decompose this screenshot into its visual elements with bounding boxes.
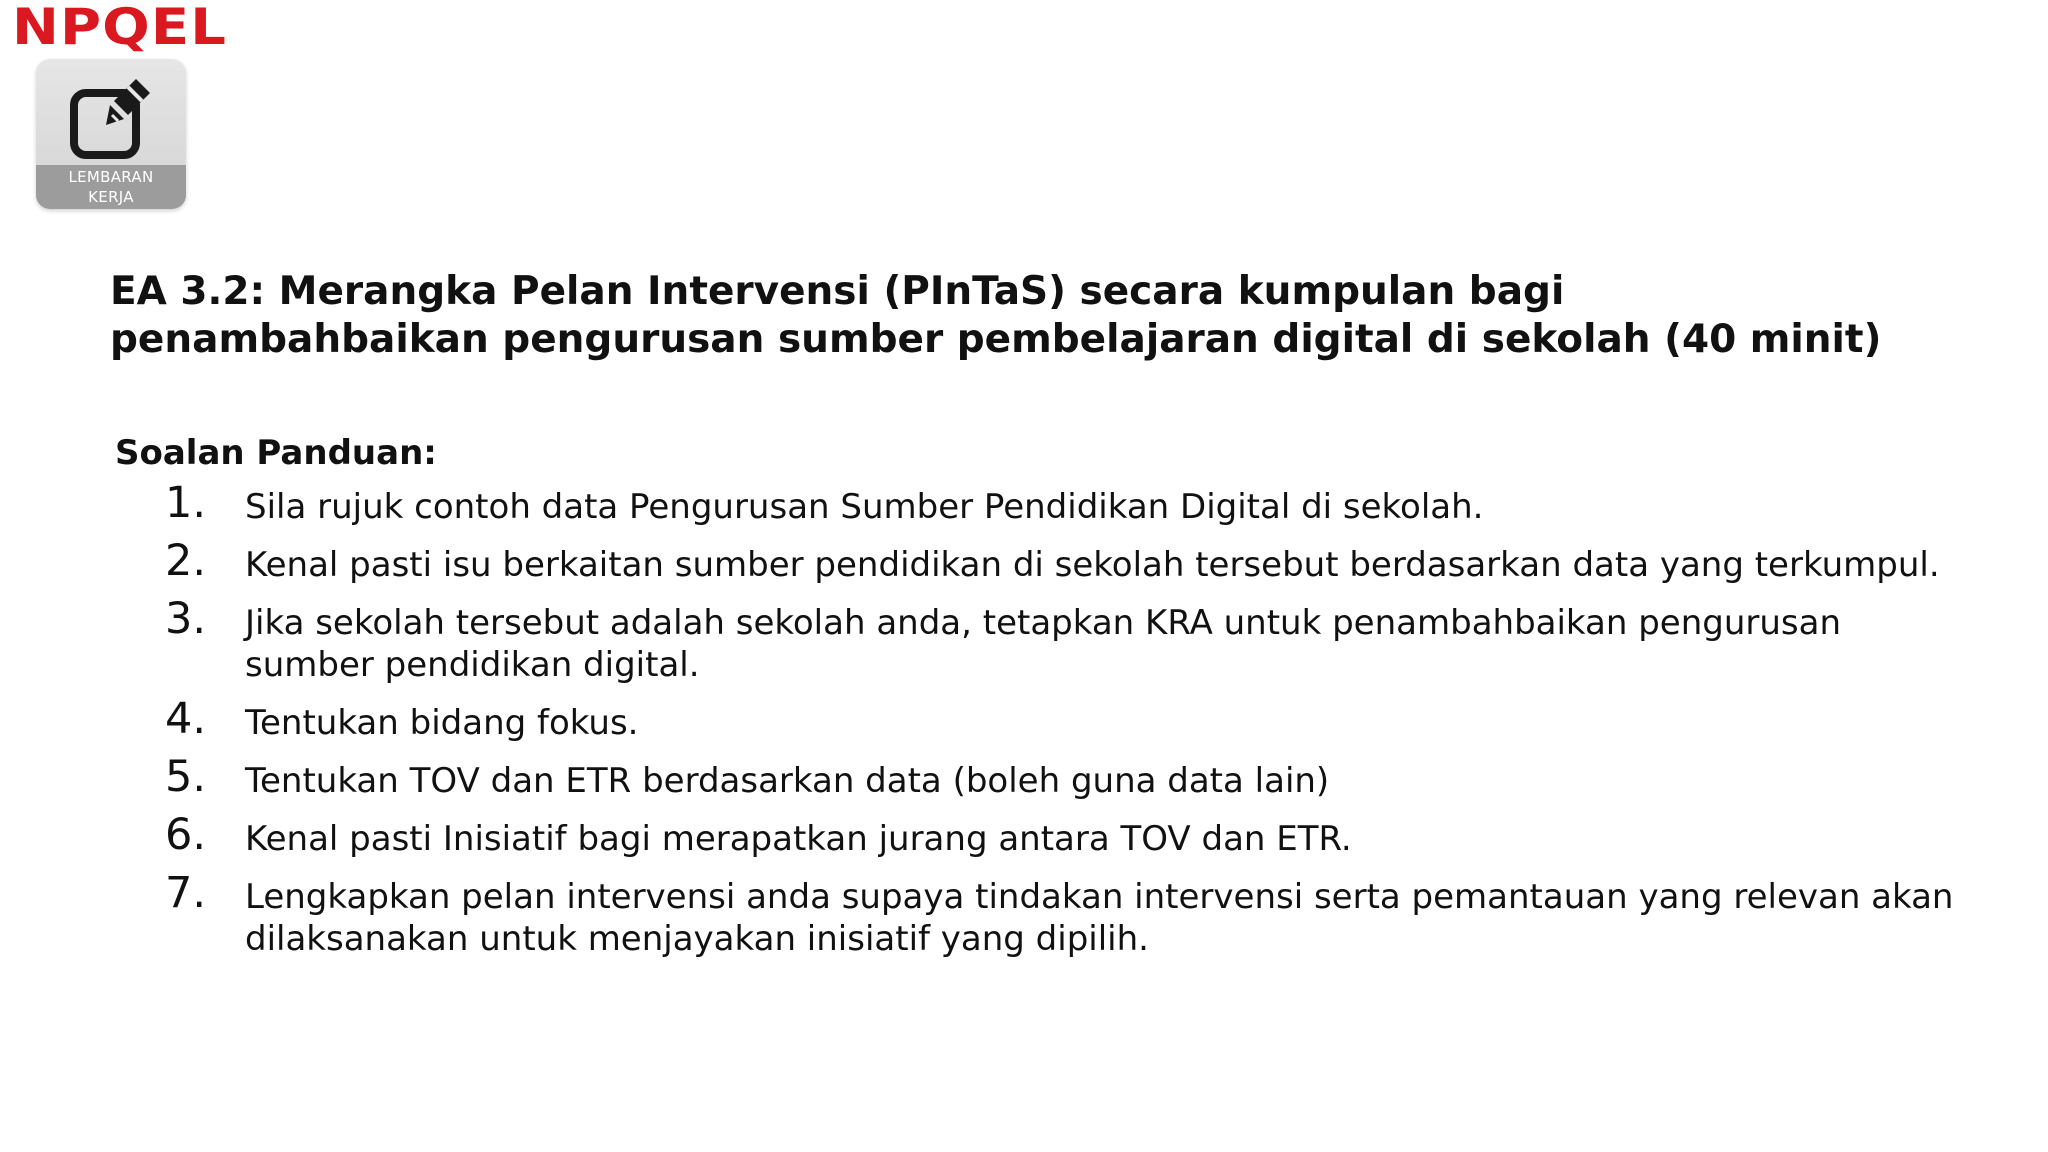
guide-question-item [165,536,1965,586]
guide-question-item [165,868,1965,960]
question-text: Jika sekolah tersebut adalah sekolah anda, tetapkan KRA untuk penambahbaikan pengurusan sumber pendidikan digital. [245,603,1842,685]
question-text: Kenal pasti isu berkaitan sumber pendidikan di sekolah tersebut berdasarkan data yang terkumpul. [245,545,1940,585]
question-text: Kenal pasti Inisiatif bagi merapatkan jurang antara TOV dan ETR. [245,819,1352,859]
question-text: Tentukan bidang fokus. [245,703,639,743]
badge-label-line1: LEMBARAN [68,168,154,186]
question-text: Sila rujuk contoh data Pengurusan Sumber Pendidikan Digital di sekolah. [245,487,1484,527]
question-number: 4. [165,694,207,744]
question-number: 7. [165,868,207,918]
guide-question-item [165,810,1965,860]
badge-label-line2: KERJA [88,188,134,206]
question-number: 6. [165,810,207,860]
question-text: Lengkapkan pelan intervensi anda supaya tindakan intervensi serta pemantauan yang relevan akan dilaksanakan untuk menjayakan inisiatif yang dipilih. [245,877,1954,959]
page-title: EA 3.2: Merangka Pelan Intervensi (PInTaS) secara kumpulan bagi penambahbaikan pengurusan sumber pembelajaran digital di sekolah (40 minit) [110,269,1882,362]
worksheet-badge-label [36,165,186,209]
brand-logo-text: NPQEL [12,0,228,56]
guide-question-item [165,594,1965,686]
guide-question-item [165,752,1965,802]
worksheet-badge [36,59,186,209]
guide-question-item [165,478,1965,528]
question-number: 1. [165,478,207,528]
guide-question-list [165,478,1965,974]
question-number: 2. [165,536,207,586]
question-text: Tentukan TOV dan ETR berdasarkan data (boleh guna data lain) [245,761,1330,801]
edit-square-pencil-icon [66,73,156,163]
question-number: 5. [165,752,207,802]
question-number: 3. [165,594,207,644]
guide-heading: Soalan Panduan: [115,433,437,473]
guide-question-item [165,694,1965,744]
